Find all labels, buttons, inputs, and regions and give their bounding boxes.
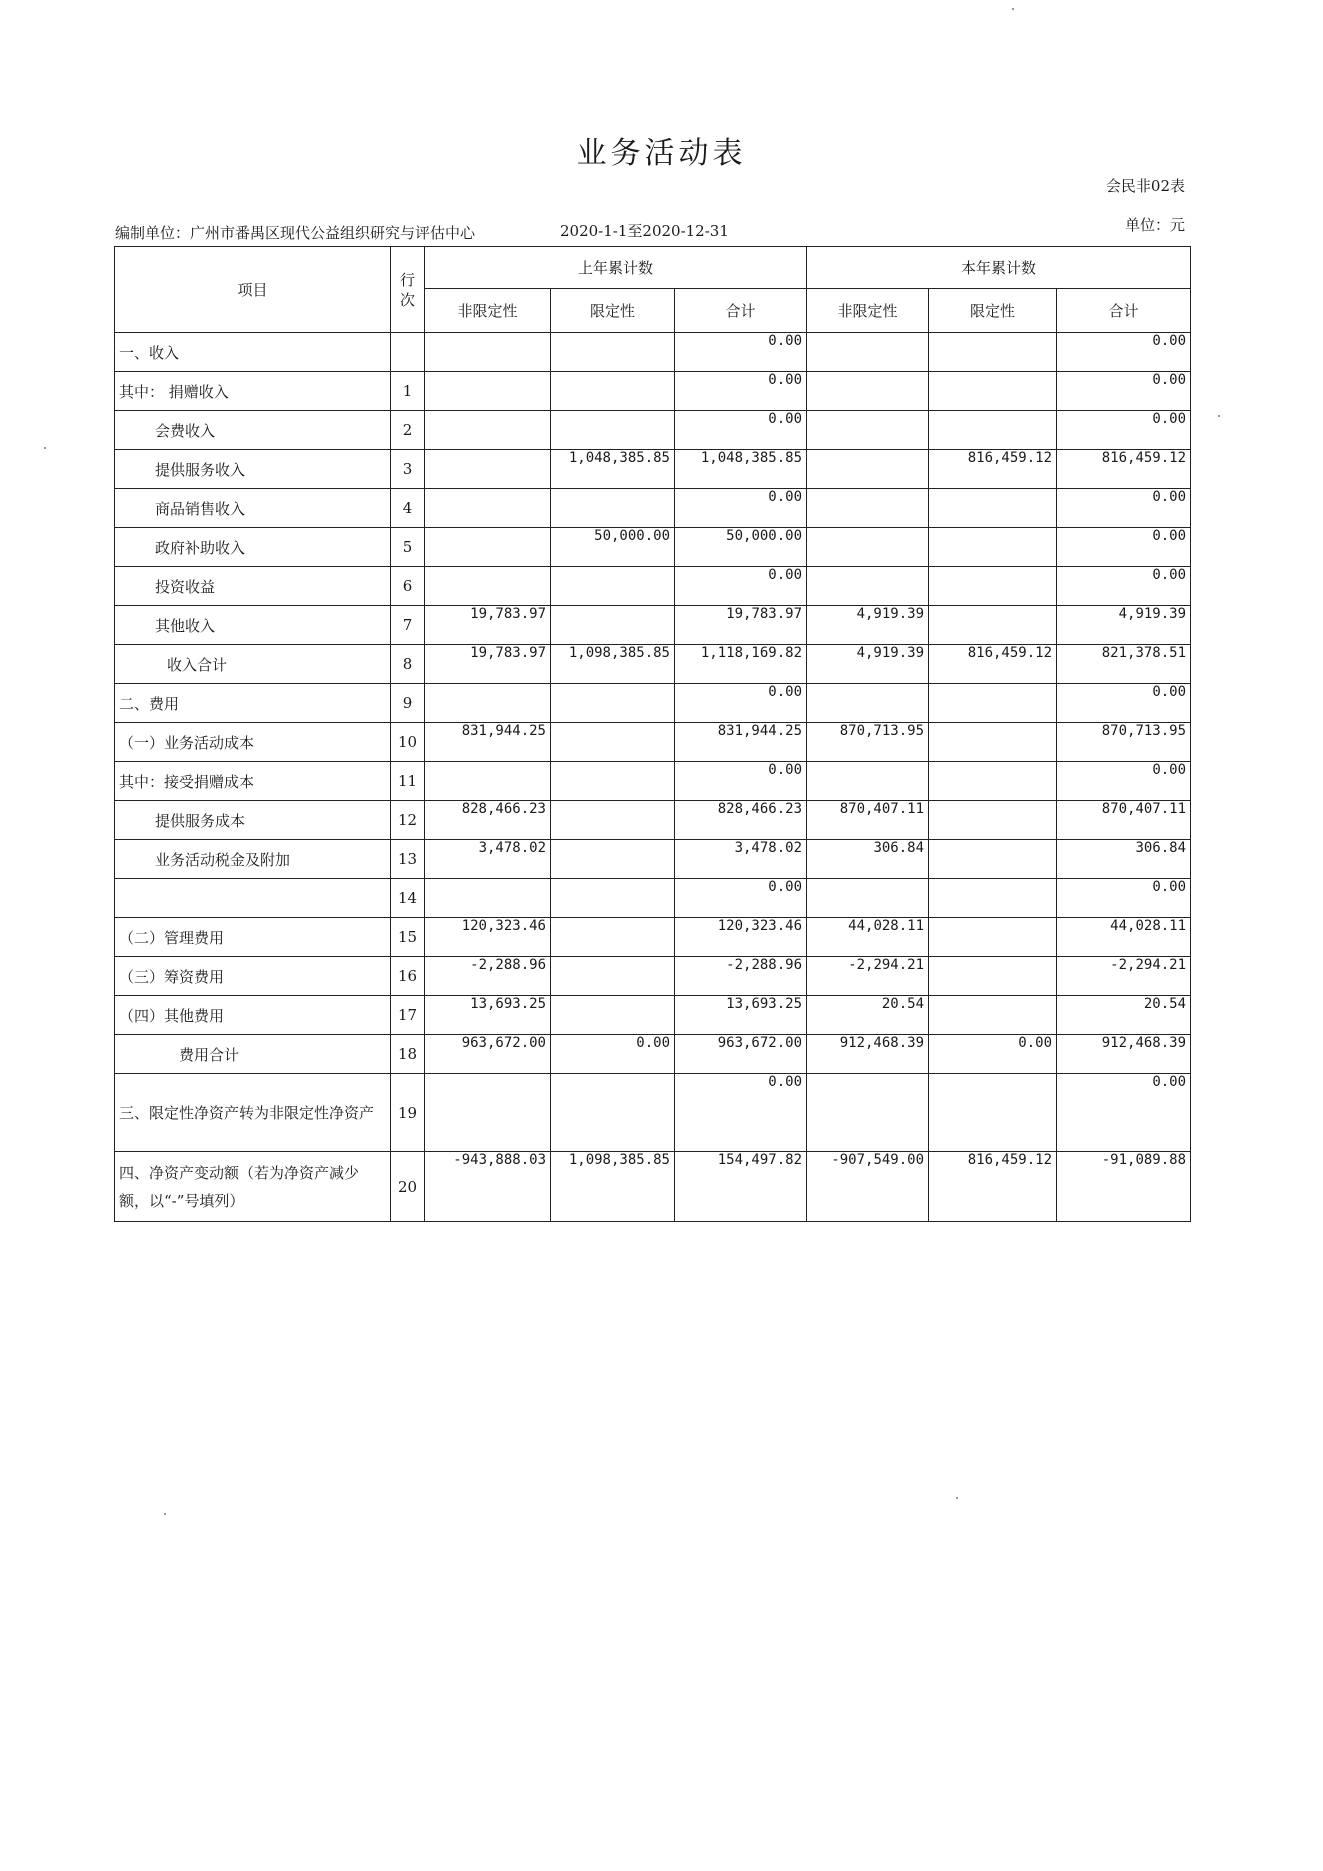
row-line-number: 1 — [391, 372, 425, 411]
row-item-label: 其中：接受捐赠成本 — [115, 762, 391, 801]
cell-c-u: 44,028.11 — [807, 918, 929, 957]
row-item-label: 其他收入 — [115, 606, 391, 645]
cell-p-t: 0.00 — [675, 489, 807, 528]
cell-p-t: 0.00 — [675, 762, 807, 801]
cell-p-t: 0.00 — [675, 879, 807, 918]
header-current-year: 本年累计数 — [807, 247, 1191, 289]
cell-p-r — [551, 918, 675, 957]
row-item-label: 提供服务成本 — [115, 801, 391, 840]
row-line-number: 4 — [391, 489, 425, 528]
cell-p-r — [551, 411, 675, 450]
cell-p-r — [551, 372, 675, 411]
cell-c-u: -2,294.21 — [807, 957, 929, 996]
cell-p-r — [551, 762, 675, 801]
row-item-label: （二）管理费用 — [115, 918, 391, 957]
row-item-label: 二、费用 — [115, 684, 391, 723]
cell-p-t: 0.00 — [675, 1074, 807, 1152]
cell-c-r: 816,459.12 — [929, 450, 1057, 489]
cell-p-u: 963,672.00 — [425, 1035, 551, 1074]
header-current-total: 合计 — [1057, 289, 1191, 333]
header-prior-total: 合计 — [675, 289, 807, 333]
cell-p-t: 1,048,385.85 — [675, 450, 807, 489]
cell-p-t: 963,672.00 — [675, 1035, 807, 1074]
cell-p-u: -943,888.03 — [425, 1152, 551, 1222]
cell-c-r — [929, 372, 1057, 411]
cell-c-t: 0.00 — [1057, 489, 1191, 528]
cell-p-t: -2,288.96 — [675, 957, 807, 996]
cell-p-r — [551, 567, 675, 606]
row-line-number: 11 — [391, 762, 425, 801]
cell-c-u — [807, 528, 929, 567]
cell-p-t: 831,944.25 — [675, 723, 807, 762]
table-row — [115, 1152, 1191, 1222]
cell-c-r: 816,459.12 — [929, 645, 1057, 684]
cell-c-r — [929, 528, 1057, 567]
row-item-label: 四、净资产变动额（若为净资产减少额，以“-”号填列） — [115, 1152, 391, 1222]
row-line-number: 7 — [391, 606, 425, 645]
cell-p-r — [551, 996, 675, 1035]
cell-p-r: 1,048,385.85 — [551, 450, 675, 489]
cell-p-u: 19,783.97 — [425, 645, 551, 684]
business-activity-table — [114, 246, 1191, 1222]
table-row — [115, 1035, 1191, 1074]
cell-c-r: 816,459.12 — [929, 1152, 1057, 1222]
form-code: 会民非02表 — [1105, 177, 1185, 195]
header-prior-restricted: 限定性 — [551, 289, 675, 333]
cell-p-t: 0.00 — [675, 411, 807, 450]
table-row — [115, 879, 1191, 918]
cell-p-u: -2,288.96 — [425, 957, 551, 996]
cell-p-t: 50,000.00 — [675, 528, 807, 567]
scan-speck — [956, 1497, 958, 1499]
cell-p-u: 831,944.25 — [425, 723, 551, 762]
cell-p-u: 13,693.25 — [425, 996, 551, 1035]
cell-c-r — [929, 957, 1057, 996]
cell-c-r — [929, 684, 1057, 723]
cell-p-u — [425, 489, 551, 528]
row-line-number — [391, 333, 425, 372]
cell-p-t: 1,118,169.82 — [675, 645, 807, 684]
cell-c-t: 0.00 — [1057, 684, 1191, 723]
cell-p-t: 154,497.82 — [675, 1152, 807, 1222]
cell-c-r — [929, 996, 1057, 1035]
cell-p-u: 828,466.23 — [425, 801, 551, 840]
table-row — [115, 957, 1191, 996]
row-line-number: 16 — [391, 957, 425, 996]
row-line-number: 20 — [391, 1152, 425, 1222]
cell-p-r — [551, 957, 675, 996]
row-item-label: （三）筹资费用 — [115, 957, 391, 996]
row-line-number: 19 — [391, 1074, 425, 1152]
cell-c-r — [929, 333, 1057, 372]
cell-p-u: 3,478.02 — [425, 840, 551, 879]
row-line-number: 18 — [391, 1035, 425, 1074]
table-row — [115, 489, 1191, 528]
table-row — [115, 606, 1191, 645]
table-row — [115, 723, 1191, 762]
row-line-number: 3 — [391, 450, 425, 489]
row-line-number: 13 — [391, 840, 425, 879]
cell-c-u: 306.84 — [807, 840, 929, 879]
cell-c-t: 0.00 — [1057, 411, 1191, 450]
scan-speck — [1218, 415, 1220, 417]
table-row — [115, 684, 1191, 723]
cell-c-t: 0.00 — [1057, 879, 1191, 918]
compiling-unit: 编制单位：广州市番禺区现代公益组织研究与评估中心 — [115, 224, 476, 242]
cell-p-u — [425, 567, 551, 606]
row-item-label: 业务活动税金及附加 — [115, 840, 391, 879]
cell-p-r: 1,098,385.85 — [551, 645, 675, 684]
cell-p-u — [425, 762, 551, 801]
cell-p-u — [425, 411, 551, 450]
cell-c-t: 0.00 — [1057, 567, 1191, 606]
cell-c-t: 816,459.12 — [1057, 450, 1191, 489]
row-item-label: 会费收入 — [115, 411, 391, 450]
cell-p-t: 13,693.25 — [675, 996, 807, 1035]
cell-c-u: 4,919.39 — [807, 645, 929, 684]
row-line-number: 17 — [391, 996, 425, 1035]
row-item-label — [115, 879, 391, 918]
cell-c-u: -907,549.00 — [807, 1152, 929, 1222]
cell-p-r — [551, 489, 675, 528]
table-row — [115, 801, 1191, 840]
cell-p-t: 0.00 — [675, 333, 807, 372]
cell-c-u — [807, 489, 929, 528]
cell-p-u: 120,323.46 — [425, 918, 551, 957]
table-row — [115, 450, 1191, 489]
cell-p-t: 0.00 — [675, 372, 807, 411]
header-line-no-text: 行次 — [399, 270, 415, 309]
scan-speck — [44, 447, 46, 449]
cell-p-u — [425, 450, 551, 489]
row-item-label: 商品销售收入 — [115, 489, 391, 528]
cell-p-u — [425, 333, 551, 372]
table-row — [115, 333, 1191, 372]
cell-p-u — [425, 1074, 551, 1152]
cell-c-t: 20.54 — [1057, 996, 1191, 1035]
cell-c-u — [807, 762, 929, 801]
row-item-label: 提供服务收入 — [115, 450, 391, 489]
row-line-number: 10 — [391, 723, 425, 762]
cell-c-t: 4,919.39 — [1057, 606, 1191, 645]
cell-p-t: 3,478.02 — [675, 840, 807, 879]
row-line-number: 9 — [391, 684, 425, 723]
report-title: 业务活动表 — [576, 136, 747, 171]
header-current-restricted: 限定性 — [929, 289, 1057, 333]
cell-p-r: 0.00 — [551, 1035, 675, 1074]
row-line-number: 15 — [391, 918, 425, 957]
row-item-label: 投资收益 — [115, 567, 391, 606]
scan-speck — [164, 1513, 166, 1515]
cell-c-t: 0.00 — [1057, 762, 1191, 801]
cell-c-u: 870,713.95 — [807, 723, 929, 762]
cell-c-r: 0.00 — [929, 1035, 1057, 1074]
row-line-number: 6 — [391, 567, 425, 606]
cell-c-u — [807, 450, 929, 489]
cell-p-r — [551, 1074, 675, 1152]
cell-p-t: 828,466.23 — [675, 801, 807, 840]
cell-c-u — [807, 372, 929, 411]
cell-p-u — [425, 684, 551, 723]
header-prior-unrestricted: 非限定性 — [425, 289, 551, 333]
cell-c-t: 0.00 — [1057, 1074, 1191, 1152]
cell-c-t: 0.00 — [1057, 372, 1191, 411]
cell-p-r — [551, 684, 675, 723]
cell-c-t: 870,713.95 — [1057, 723, 1191, 762]
cell-c-r — [929, 879, 1057, 918]
cell-c-u: 20.54 — [807, 996, 929, 1035]
table-row — [115, 645, 1191, 684]
cell-c-t: 912,468.39 — [1057, 1035, 1191, 1074]
cell-c-t: 821,378.51 — [1057, 645, 1191, 684]
cell-c-t: 0.00 — [1057, 333, 1191, 372]
cell-p-r — [551, 333, 675, 372]
cell-p-u — [425, 372, 551, 411]
cell-p-r — [551, 879, 675, 918]
cell-c-r — [929, 567, 1057, 606]
row-item-label: 收入合计 — [115, 645, 391, 684]
currency-unit: 单位：元 — [1124, 216, 1185, 234]
cell-c-u: 870,407.11 — [807, 801, 929, 840]
row-item-label: 三、限定性净资产转为非限定性净资产 — [115, 1074, 391, 1152]
cell-p-t: 0.00 — [675, 684, 807, 723]
table-row — [115, 411, 1191, 450]
cell-p-u: 19,783.97 — [425, 606, 551, 645]
cell-c-t: 870,407.11 — [1057, 801, 1191, 840]
table-row — [115, 372, 1191, 411]
cell-p-r: 1,098,385.85 — [551, 1152, 675, 1222]
row-item-label: （一）业务活动成本 — [115, 723, 391, 762]
cell-c-t: 44,028.11 — [1057, 918, 1191, 957]
cell-c-r — [929, 1074, 1057, 1152]
cell-c-t: 306.84 — [1057, 840, 1191, 879]
cell-p-u — [425, 528, 551, 567]
cell-c-r — [929, 489, 1057, 528]
cell-c-r — [929, 918, 1057, 957]
cell-c-r — [929, 801, 1057, 840]
cell-c-u — [807, 879, 929, 918]
row-item-label: 费用合计 — [115, 1035, 391, 1074]
table-row — [115, 918, 1191, 957]
cell-p-t: 0.00 — [675, 567, 807, 606]
cell-c-t: -91,089.88 — [1057, 1152, 1191, 1222]
cell-c-u — [807, 567, 929, 606]
row-line-number: 5 — [391, 528, 425, 567]
cell-c-r — [929, 606, 1057, 645]
row-item-label: 一、收入 — [115, 333, 391, 372]
cell-c-u — [807, 1074, 929, 1152]
cell-c-u: 4,919.39 — [807, 606, 929, 645]
cell-c-u — [807, 411, 929, 450]
header-current-unrestricted: 非限定性 — [807, 289, 929, 333]
cell-c-u: 912,468.39 — [807, 1035, 929, 1074]
table-row — [115, 762, 1191, 801]
cell-p-r — [551, 801, 675, 840]
cell-p-r — [551, 723, 675, 762]
cell-c-r — [929, 762, 1057, 801]
table-row — [115, 996, 1191, 1035]
header-prior-year: 上年累计数 — [425, 247, 807, 289]
table-row — [115, 567, 1191, 606]
table-body — [115, 333, 1191, 1222]
table-row — [115, 1074, 1191, 1152]
cell-c-r — [929, 411, 1057, 450]
cell-p-t: 120,323.46 — [675, 918, 807, 957]
cell-p-u — [425, 879, 551, 918]
cell-c-t: -2,294.21 — [1057, 957, 1191, 996]
row-line-number: 12 — [391, 801, 425, 840]
row-line-number: 8 — [391, 645, 425, 684]
cell-p-r — [551, 840, 675, 879]
reporting-period: 2020-1-1至2020-12-31 — [560, 222, 729, 240]
cell-c-r — [929, 840, 1057, 879]
row-item-label: 其中： 捐赠收入 — [115, 372, 391, 411]
header-item: 项目 — [115, 247, 391, 333]
cell-c-u — [807, 333, 929, 372]
row-line-number: 2 — [391, 411, 425, 450]
cell-p-r: 50,000.00 — [551, 528, 675, 567]
cell-p-t: 19,783.97 — [675, 606, 807, 645]
row-item-label: 政府补助收入 — [115, 528, 391, 567]
cell-p-r — [551, 606, 675, 645]
table-row — [115, 840, 1191, 879]
cell-c-u — [807, 684, 929, 723]
scan-speck — [1012, 8, 1014, 10]
header-line-no — [391, 247, 425, 333]
cell-c-r — [929, 723, 1057, 762]
row-line-number: 14 — [391, 879, 425, 918]
row-item-label: （四）其他费用 — [115, 996, 391, 1035]
cell-c-t: 0.00 — [1057, 528, 1191, 567]
table-row — [115, 528, 1191, 567]
